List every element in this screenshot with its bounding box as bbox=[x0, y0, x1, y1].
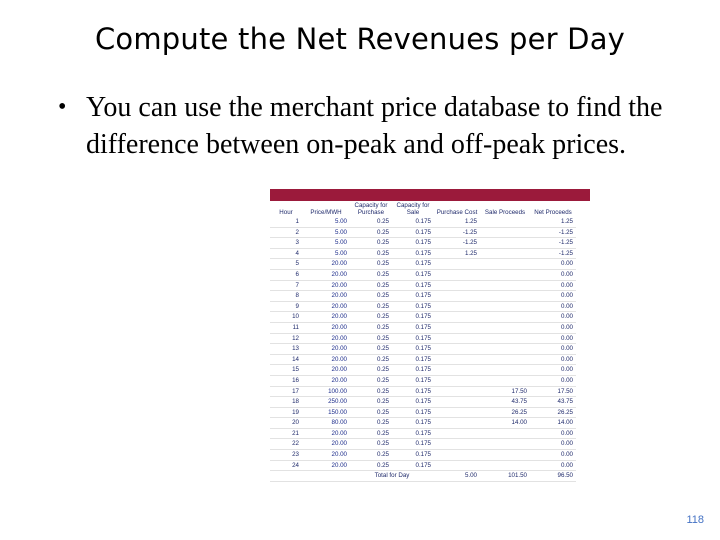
cell-sale-proceeds bbox=[480, 450, 530, 461]
cell-purchase-cost bbox=[434, 439, 480, 450]
cell-price: 20.00 bbox=[302, 428, 350, 439]
cell-capacity-sale: 0.175 bbox=[392, 375, 434, 386]
cell-net-proceeds: 0.00 bbox=[530, 344, 576, 355]
cell-hour: 18 bbox=[270, 397, 302, 408]
cell-capacity-purchase: 0.25 bbox=[350, 418, 392, 429]
cell-capacity-purchase: 0.25 bbox=[350, 333, 392, 344]
revenue-table bbox=[270, 201, 576, 482]
cell-capacity-sale: 0.175 bbox=[392, 301, 434, 312]
cell-net-proceeds: 17.50 bbox=[530, 386, 576, 397]
cell-net-proceeds: 0.00 bbox=[530, 312, 576, 323]
cell-price: 20.00 bbox=[302, 439, 350, 450]
cell-sale-proceeds bbox=[480, 291, 530, 302]
table-row bbox=[270, 227, 576, 238]
cell-purchase-cost bbox=[434, 407, 480, 418]
cell-net-proceeds: 0.00 bbox=[530, 439, 576, 450]
table-row bbox=[270, 428, 576, 439]
table-body bbox=[270, 217, 576, 471]
cell-price: 20.00 bbox=[302, 312, 350, 323]
cell-capacity-purchase: 0.25 bbox=[350, 322, 392, 333]
table-row bbox=[270, 248, 576, 259]
cell-capacity-purchase: 0.25 bbox=[350, 407, 392, 418]
cell-net-proceeds: 43.75 bbox=[530, 397, 576, 408]
spreadsheet-header-bar bbox=[270, 189, 590, 201]
cell-price: 5.00 bbox=[302, 248, 350, 259]
cell-price: 20.00 bbox=[302, 333, 350, 344]
cell-hour: 5 bbox=[270, 259, 302, 270]
cell-price: 20.00 bbox=[302, 322, 350, 333]
table-row bbox=[270, 386, 576, 397]
cell-net-proceeds: 0.00 bbox=[530, 428, 576, 439]
cell-capacity-sale: 0.175 bbox=[392, 291, 434, 302]
cell-capacity-sale: 0.175 bbox=[392, 312, 434, 323]
cell-net-proceeds: -1.25 bbox=[530, 248, 576, 259]
cell-net-proceeds: 0.00 bbox=[530, 354, 576, 365]
cell-hour: 3 bbox=[270, 238, 302, 249]
page-number: 118 bbox=[686, 514, 704, 526]
cell-sale-proceeds: 14.00 bbox=[480, 418, 530, 429]
cell-capacity-purchase: 0.25 bbox=[350, 238, 392, 249]
table-row bbox=[270, 322, 576, 333]
cell-purchase-cost bbox=[434, 301, 480, 312]
table-row bbox=[270, 280, 576, 291]
table-row bbox=[270, 238, 576, 249]
cell-purchase-cost bbox=[434, 428, 480, 439]
table-row bbox=[270, 333, 576, 344]
cell-purchase-cost: 1.25 bbox=[434, 217, 480, 227]
cell-hour: 4 bbox=[270, 248, 302, 259]
cell-price: 20.00 bbox=[302, 301, 350, 312]
cell-sale-proceeds bbox=[480, 227, 530, 238]
cell-price: 20.00 bbox=[302, 344, 350, 355]
cell-capacity-purchase: 0.25 bbox=[350, 428, 392, 439]
total-row bbox=[270, 471, 576, 482]
cell-capacity-sale: 0.175 bbox=[392, 460, 434, 471]
cell-net-proceeds: 14.00 bbox=[530, 418, 576, 429]
cell-sale-proceeds bbox=[480, 333, 530, 344]
cell-sale-proceeds bbox=[480, 428, 530, 439]
cell-purchase-cost bbox=[434, 450, 480, 461]
cell-sale-proceeds bbox=[480, 248, 530, 259]
table-row bbox=[270, 269, 576, 280]
cell-hour: 20 bbox=[270, 418, 302, 429]
cell-hour: 21 bbox=[270, 428, 302, 439]
cell-capacity-purchase: 0.25 bbox=[350, 269, 392, 280]
cell-hour: 10 bbox=[270, 312, 302, 323]
cell-price: 20.00 bbox=[302, 280, 350, 291]
cell-hour: 13 bbox=[270, 344, 302, 355]
cell-sale-proceeds bbox=[480, 322, 530, 333]
table-row bbox=[270, 354, 576, 365]
cell-capacity-sale: 0.175 bbox=[392, 418, 434, 429]
cell-hour: 1 bbox=[270, 217, 302, 227]
table-row bbox=[270, 301, 576, 312]
cell-sale-proceeds bbox=[480, 217, 530, 227]
spreadsheet-image bbox=[270, 189, 590, 529]
cell-price: 20.00 bbox=[302, 365, 350, 376]
cell-sale-proceeds bbox=[480, 375, 530, 386]
cell-net-proceeds: -1.25 bbox=[530, 227, 576, 238]
cell-net-proceeds: 0.00 bbox=[530, 291, 576, 302]
cell-capacity-sale: 0.175 bbox=[392, 248, 434, 259]
total-sale-proceeds: 101.50 bbox=[480, 471, 530, 482]
cell-purchase-cost bbox=[434, 460, 480, 471]
cell-sale-proceeds bbox=[480, 301, 530, 312]
cell-purchase-cost: 1.25 bbox=[434, 248, 480, 259]
cell-capacity-sale: 0.175 bbox=[392, 259, 434, 270]
cell-capacity-sale: 0.175 bbox=[392, 354, 434, 365]
cell-hour: 2 bbox=[270, 227, 302, 238]
cell-purchase-cost bbox=[434, 397, 480, 408]
cell-capacity-sale: 0.175 bbox=[392, 217, 434, 227]
table-row bbox=[270, 312, 576, 323]
cell-purchase-cost bbox=[434, 269, 480, 280]
cell-capacity-purchase: 0.25 bbox=[350, 280, 392, 291]
cell-capacity-purchase: 0.25 bbox=[350, 460, 392, 471]
cell-sale-proceeds bbox=[480, 238, 530, 249]
cell-net-proceeds: 0.00 bbox=[530, 375, 576, 386]
table-row bbox=[270, 450, 576, 461]
cell-price: 20.00 bbox=[302, 375, 350, 386]
cell-capacity-sale: 0.175 bbox=[392, 365, 434, 376]
header-net-proceeds: Net Proceeds bbox=[534, 209, 572, 216]
cell-sale-proceeds bbox=[480, 365, 530, 376]
cell-hour: 6 bbox=[270, 269, 302, 280]
cell-hour: 24 bbox=[270, 460, 302, 471]
cell-capacity-purchase: 0.25 bbox=[350, 301, 392, 312]
cell-net-proceeds: 0.00 bbox=[530, 460, 576, 471]
cell-sale-proceeds: 43.75 bbox=[480, 397, 530, 408]
cell-capacity-sale: 0.175 bbox=[392, 227, 434, 238]
table-row bbox=[270, 217, 576, 227]
cell-price: 20.00 bbox=[302, 460, 350, 471]
cell-price: 5.00 bbox=[302, 217, 350, 227]
cell-purchase-cost bbox=[434, 312, 480, 323]
cell-sale-proceeds bbox=[480, 460, 530, 471]
cell-price: 20.00 bbox=[302, 450, 350, 461]
cell-hour: 9 bbox=[270, 301, 302, 312]
cell-capacity-sale: 0.175 bbox=[392, 450, 434, 461]
cell-hour: 14 bbox=[270, 354, 302, 365]
table-row bbox=[270, 439, 576, 450]
cell-net-proceeds: 26.25 bbox=[530, 407, 576, 418]
cell-purchase-cost bbox=[434, 333, 480, 344]
cell-hour: 23 bbox=[270, 450, 302, 461]
cell-purchase-cost bbox=[434, 354, 480, 365]
cell-hour: 16 bbox=[270, 375, 302, 386]
table-row bbox=[270, 365, 576, 376]
table-row bbox=[270, 460, 576, 471]
cell-capacity-purchase: 0.25 bbox=[350, 397, 392, 408]
slide-title: Compute the Net Revenues per Day bbox=[94, 22, 626, 56]
cell-hour: 12 bbox=[270, 333, 302, 344]
cell-hour: 15 bbox=[270, 365, 302, 376]
cell-net-proceeds: 0.00 bbox=[530, 280, 576, 291]
cell-price: 20.00 bbox=[302, 354, 350, 365]
table-row bbox=[270, 291, 576, 302]
cell-price: 250.00 bbox=[302, 397, 350, 408]
cell-capacity-sale: 0.175 bbox=[392, 238, 434, 249]
cell-capacity-purchase: 0.25 bbox=[350, 365, 392, 376]
cell-capacity-purchase: 0.25 bbox=[350, 291, 392, 302]
cell-net-proceeds: 1.25 bbox=[530, 217, 576, 227]
cell-purchase-cost: -1.25 bbox=[434, 227, 480, 238]
cell-hour: 17 bbox=[270, 386, 302, 397]
cell-net-proceeds: 0.00 bbox=[530, 322, 576, 333]
cell-purchase-cost bbox=[434, 418, 480, 429]
cell-capacity-sale: 0.175 bbox=[392, 439, 434, 450]
cell-purchase-cost bbox=[434, 386, 480, 397]
cell-price: 80.00 bbox=[302, 418, 350, 429]
total-purchase-cost: 5.00 bbox=[434, 471, 480, 482]
cell-sale-proceeds bbox=[480, 312, 530, 323]
cell-purchase-cost bbox=[434, 291, 480, 302]
cell-capacity-purchase: 0.25 bbox=[350, 227, 392, 238]
cell-capacity-sale: 0.175 bbox=[392, 280, 434, 291]
table-row bbox=[270, 407, 576, 418]
cell-net-proceeds: 0.00 bbox=[530, 259, 576, 270]
table-row bbox=[270, 344, 576, 355]
cell-capacity-sale: 0.175 bbox=[392, 344, 434, 355]
cell-capacity-purchase: 0.25 bbox=[350, 439, 392, 450]
cell-capacity-purchase: 0.25 bbox=[350, 248, 392, 259]
cell-sale-proceeds bbox=[480, 439, 530, 450]
cell-price: 150.00 bbox=[302, 407, 350, 418]
cell-capacity-sale: 0.175 bbox=[392, 333, 434, 344]
table-row bbox=[270, 397, 576, 408]
table-header-row bbox=[270, 201, 576, 217]
cell-sale-proceeds: 17.50 bbox=[480, 386, 530, 397]
cell-capacity-sale: 0.175 bbox=[392, 397, 434, 408]
cell-purchase-cost bbox=[434, 322, 480, 333]
total-net-proceeds: 96.50 bbox=[530, 471, 576, 482]
header-hour: Hour bbox=[279, 209, 293, 216]
cell-purchase-cost bbox=[434, 365, 480, 376]
cell-price: 20.00 bbox=[302, 259, 350, 270]
cell-sale-proceeds: 26.25 bbox=[480, 407, 530, 418]
cell-price: 20.00 bbox=[302, 269, 350, 280]
cell-sale-proceeds bbox=[480, 280, 530, 291]
cell-sale-proceeds bbox=[480, 344, 530, 355]
cell-capacity-purchase: 0.25 bbox=[350, 354, 392, 365]
cell-capacity-sale: 0.175 bbox=[392, 386, 434, 397]
cell-sale-proceeds bbox=[480, 269, 530, 280]
cell-price: 5.00 bbox=[302, 227, 350, 238]
cell-sale-proceeds bbox=[480, 354, 530, 365]
total-label: Total for Day bbox=[350, 471, 434, 482]
cell-purchase-cost bbox=[434, 259, 480, 270]
cell-purchase-cost: -1.25 bbox=[434, 238, 480, 249]
header-capacity-purchase: Capacity for Purchase bbox=[354, 202, 388, 216]
cell-sale-proceeds bbox=[480, 259, 530, 270]
header-sale-proceeds: Sale Proceeds bbox=[484, 209, 526, 216]
cell-capacity-purchase: 0.25 bbox=[350, 375, 392, 386]
cell-capacity-sale: 0.175 bbox=[392, 407, 434, 418]
cell-net-proceeds: 0.00 bbox=[530, 269, 576, 280]
cell-purchase-cost bbox=[434, 344, 480, 355]
cell-capacity-purchase: 0.25 bbox=[350, 386, 392, 397]
header-price: Price/MWH bbox=[310, 209, 342, 216]
cell-purchase-cost bbox=[434, 280, 480, 291]
cell-capacity-sale: 0.175 bbox=[392, 428, 434, 439]
cell-capacity-sale: 0.175 bbox=[392, 269, 434, 280]
cell-capacity-sale: 0.175 bbox=[392, 322, 434, 333]
header-purchase-cost: Purchase Cost bbox=[436, 209, 478, 216]
cell-net-proceeds: 0.00 bbox=[530, 365, 576, 376]
cell-capacity-purchase: 0.25 bbox=[350, 259, 392, 270]
cell-net-proceeds: 0.00 bbox=[530, 333, 576, 344]
cell-capacity-purchase: 0.25 bbox=[350, 217, 392, 227]
cell-hour: 8 bbox=[270, 291, 302, 302]
cell-hour: 22 bbox=[270, 439, 302, 450]
table-row bbox=[270, 375, 576, 386]
bullet-dot-icon: • bbox=[58, 94, 67, 120]
cell-net-proceeds: 0.00 bbox=[530, 450, 576, 461]
cell-capacity-purchase: 0.25 bbox=[350, 450, 392, 461]
cell-hour: 7 bbox=[270, 280, 302, 291]
cell-purchase-cost bbox=[434, 375, 480, 386]
cell-capacity-purchase: 0.25 bbox=[350, 312, 392, 323]
header-capacity-sale: Capacity for Sale bbox=[396, 202, 430, 216]
table-row bbox=[270, 259, 576, 270]
cell-net-proceeds: 0.00 bbox=[530, 301, 576, 312]
cell-hour: 19 bbox=[270, 407, 302, 418]
cell-price: 100.00 bbox=[302, 386, 350, 397]
cell-price: 20.00 bbox=[302, 291, 350, 302]
cell-price: 5.00 bbox=[302, 238, 350, 249]
cell-hour: 11 bbox=[270, 322, 302, 333]
bullet-point bbox=[58, 89, 678, 163]
table-row bbox=[270, 418, 576, 429]
cell-capacity-purchase: 0.25 bbox=[350, 344, 392, 355]
bullet-text: You can use the merchant price database to find the difference between on-peak and off-peak prices. bbox=[86, 92, 663, 160]
cell-net-proceeds: -1.25 bbox=[530, 238, 576, 249]
